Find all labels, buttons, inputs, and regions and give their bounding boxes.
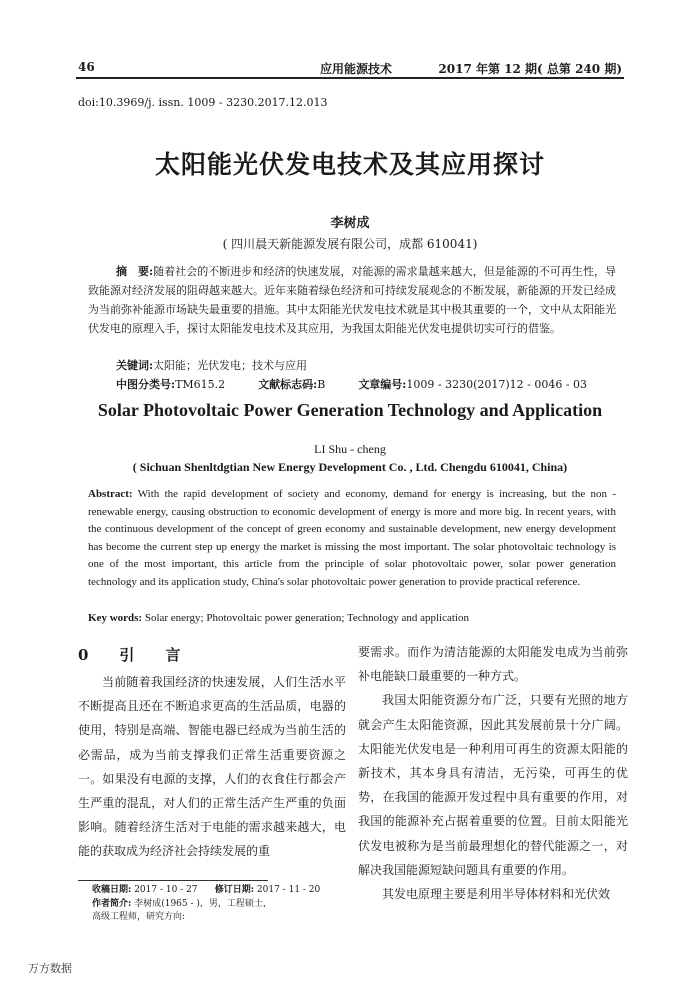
affiliation-en: ( Sichuan Shenltdgtian New Energy Development Co. , Ltd. Chengdu 610041, China)	[132, 460, 568, 474]
clc-label: 中图分类号:	[116, 378, 176, 391]
abstract-cn-text: 随着社会的不断进步和经济的快速发展，对能源的需求量越来越大，但是能源的不可再生性，导致能源对经济发展的阻碍越来越大。近年来随着绿色经济和可持续发展观念的不断发展，新能源的开发已经成为当前弥补能源市场缺失最重要的措施。其中太阳能光伏发电技术就是其中极其重要的一个，文中从太阳能光伏发电的原理入手，探讨太阳能发电技术及其应用，为我国太阳能光伏发电提供切实可行的借鉴。	[88, 265, 616, 335]
abstract-en-label: Abstract:	[88, 488, 133, 500]
received-label: 收稿日期:	[92, 885, 132, 895]
article-id-value: 1009 - 3230(2017)12 - 0046 - 03	[406, 378, 588, 391]
bio-text: 李树成(1965 - )，男，工程硕士，高级工程师，研究方向:	[92, 899, 272, 922]
keywords-en-label: Key words:	[88, 612, 143, 624]
abstract-en-text: With the rapid development of society and economy, demand for energy is increasing, but the non - renewable energy, causing obstruction to economic development of energy is more and more big. In recent years, with the continuous development of the concept of green economy and sustainable development, new energy development has become the current step up energy the market is missing the most important. The solar photovoltaic technology is one of the most important, this article from the principle of solar photovoltaic power, solar power generation technology and its application study, China's solar photovoltaic power generation to provide practical reference.	[88, 488, 616, 588]
watermark: 万方数据	[28, 962, 72, 975]
footnote-dates	[92, 884, 320, 897]
classification-row	[116, 376, 587, 392]
revised-label: 修订日期:	[214, 885, 255, 895]
intro-paragraph-2: 我国太阳能资源分布广泛，只要有光照的地方就会产生太阳能资源，因此其发展前景十分广阔。太阳能光伏发电是一种利用可再生的资源太阳能的新技术，其本身具有清洁，无污染，可再生的优势，在我国的能源开发过程中具有重要的作用，对我国的能源补充占据着重要的位置。目前太阳能光伏发电被称为是当前最理想化的替代能源之一，对解决我国能源短缺问题具有重要的作用。	[358, 693, 628, 877]
page-number: 46	[78, 60, 95, 74]
abstract-en	[88, 486, 616, 592]
section-heading-intro: 0 引 言	[78, 646, 189, 664]
author-en: LI Shu - cheng	[314, 442, 386, 456]
header-rule	[76, 77, 624, 79]
issue-info: 2017 年第 12 期( 总第 240 期)	[438, 62, 622, 76]
body-column-right	[358, 640, 628, 906]
footnote-bio	[92, 898, 272, 924]
journal-name: 应用能源技术	[320, 62, 393, 76]
article-id-label: 文章编号:	[358, 378, 407, 391]
abstract-cn-label: 摘 要:	[116, 265, 154, 278]
intro-paragraph-3: 其发电原理主要是利用半导体材料和光伏效	[382, 887, 611, 902]
keywords-en	[88, 612, 469, 624]
intro-paragraph-1: 当前随着我国经济的快速发展，人们生活水平不断提高且还在不断追求更高的生活品质，电器的使用，特别是高端、智能电器已经成为当前生活的必需品，成为当前支撑我们正常生活重要资源之一。如果没有电源的支撑，人们的衣食住行都会产生严重的混乱，对人们的正常生活产生严重的负面影响。随着经济生活对于电能的需求越来越大，电能的获取成为经济社会持续发展的重	[78, 675, 346, 859]
revised-value: 2017 - 11 - 20	[256, 885, 321, 895]
keywords-cn-text: 太阳能；光伏发电；技术与应用	[153, 359, 308, 372]
doi-line: doi:10.3969/j. issn. 1009 - 3230.2017.12.013	[78, 96, 328, 109]
doc-code-value: B	[317, 378, 326, 391]
clc-value: TM615.2	[175, 378, 226, 391]
keywords-cn	[116, 357, 307, 373]
affiliation-cn: ( 四川晨天新能源发展有限公司，成都 610041)	[222, 237, 478, 251]
author-cn: 李树成	[330, 216, 370, 231]
abstract-cn	[88, 262, 616, 338]
received-value: 2017 - 10 - 27	[134, 885, 198, 895]
title-cn: 太阳能光伏发电技术及其应用探讨	[154, 150, 545, 179]
body-column-left	[78, 640, 346, 864]
title-en: Solar Photovoltaic Power Generation Technology and Application	[97, 400, 603, 420]
doc-code-label: 文献标志码:	[258, 378, 318, 391]
bio-label: 作者简介:	[92, 899, 132, 909]
keywords-cn-label: 关键词:	[116, 359, 154, 372]
keywords-en-text: Solar energy; Photovoltaic power generation; Technology and application	[144, 612, 469, 624]
intro-paragraph-1-cont: 要需求。而作为清洁能源的太阳能发电成为当前弥补电能缺口最重要的一种方式。	[358, 645, 628, 684]
footnote-rule	[78, 880, 268, 881]
